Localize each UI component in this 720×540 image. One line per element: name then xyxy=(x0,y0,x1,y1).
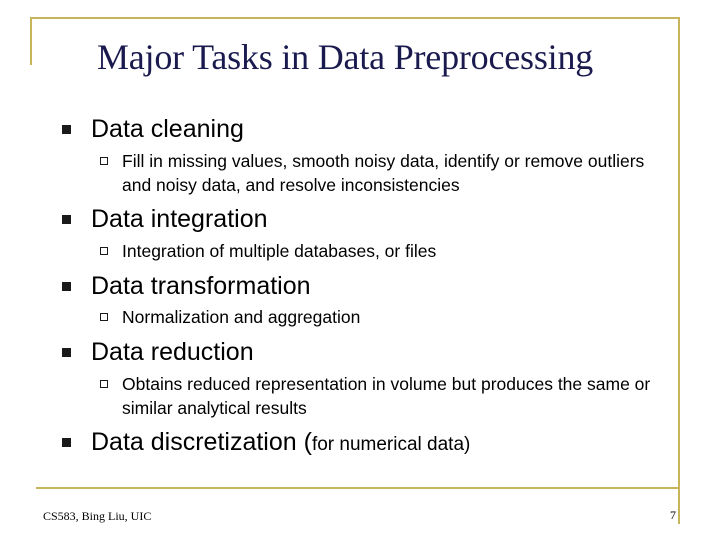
frame-top-border xyxy=(30,17,679,19)
bullet-label: Data cleaning xyxy=(91,115,244,143)
bullet-label-note: for numerical data) xyxy=(311,434,471,455)
sub-bullet-text: Integration of multiple databases, or files xyxy=(122,241,437,261)
frame-bottom-border xyxy=(36,487,680,489)
slide-title: Major Tasks in Data Preprocessing xyxy=(96,37,594,77)
square-bullet-icon xyxy=(62,438,71,447)
square-bullet-icon xyxy=(62,215,71,224)
bullet-label xyxy=(91,427,470,460)
square-bullet-icon xyxy=(62,348,71,357)
sub-bullet-text: Fill in missing values, smooth noisy data, identify or remove outliers and noisy data, and resolve inconsistencies xyxy=(122,151,645,195)
bullet-label-main: Data discretization ( xyxy=(91,428,312,456)
frame-right-border xyxy=(678,17,680,524)
footer-credit: CS583, Bing Liu, UIC xyxy=(43,509,152,523)
open-square-bullet-icon xyxy=(100,380,108,388)
bullet-label: Data transformation xyxy=(91,272,311,300)
open-square-bullet-icon xyxy=(100,247,108,255)
sub-bullet-text: Obtains reduced representation in volume but produces the same or similar analytical results xyxy=(122,374,651,418)
square-bullet-icon xyxy=(62,125,71,134)
square-bullet-icon xyxy=(62,282,71,291)
sub-bullet-text: Normalization and aggregation xyxy=(122,307,361,327)
bullet-label: Data integration xyxy=(91,205,268,233)
open-square-bullet-icon xyxy=(100,313,108,321)
page-number: 7 xyxy=(670,508,676,522)
open-square-bullet-icon xyxy=(100,157,108,165)
bullet-label: Data reduction xyxy=(91,338,254,366)
